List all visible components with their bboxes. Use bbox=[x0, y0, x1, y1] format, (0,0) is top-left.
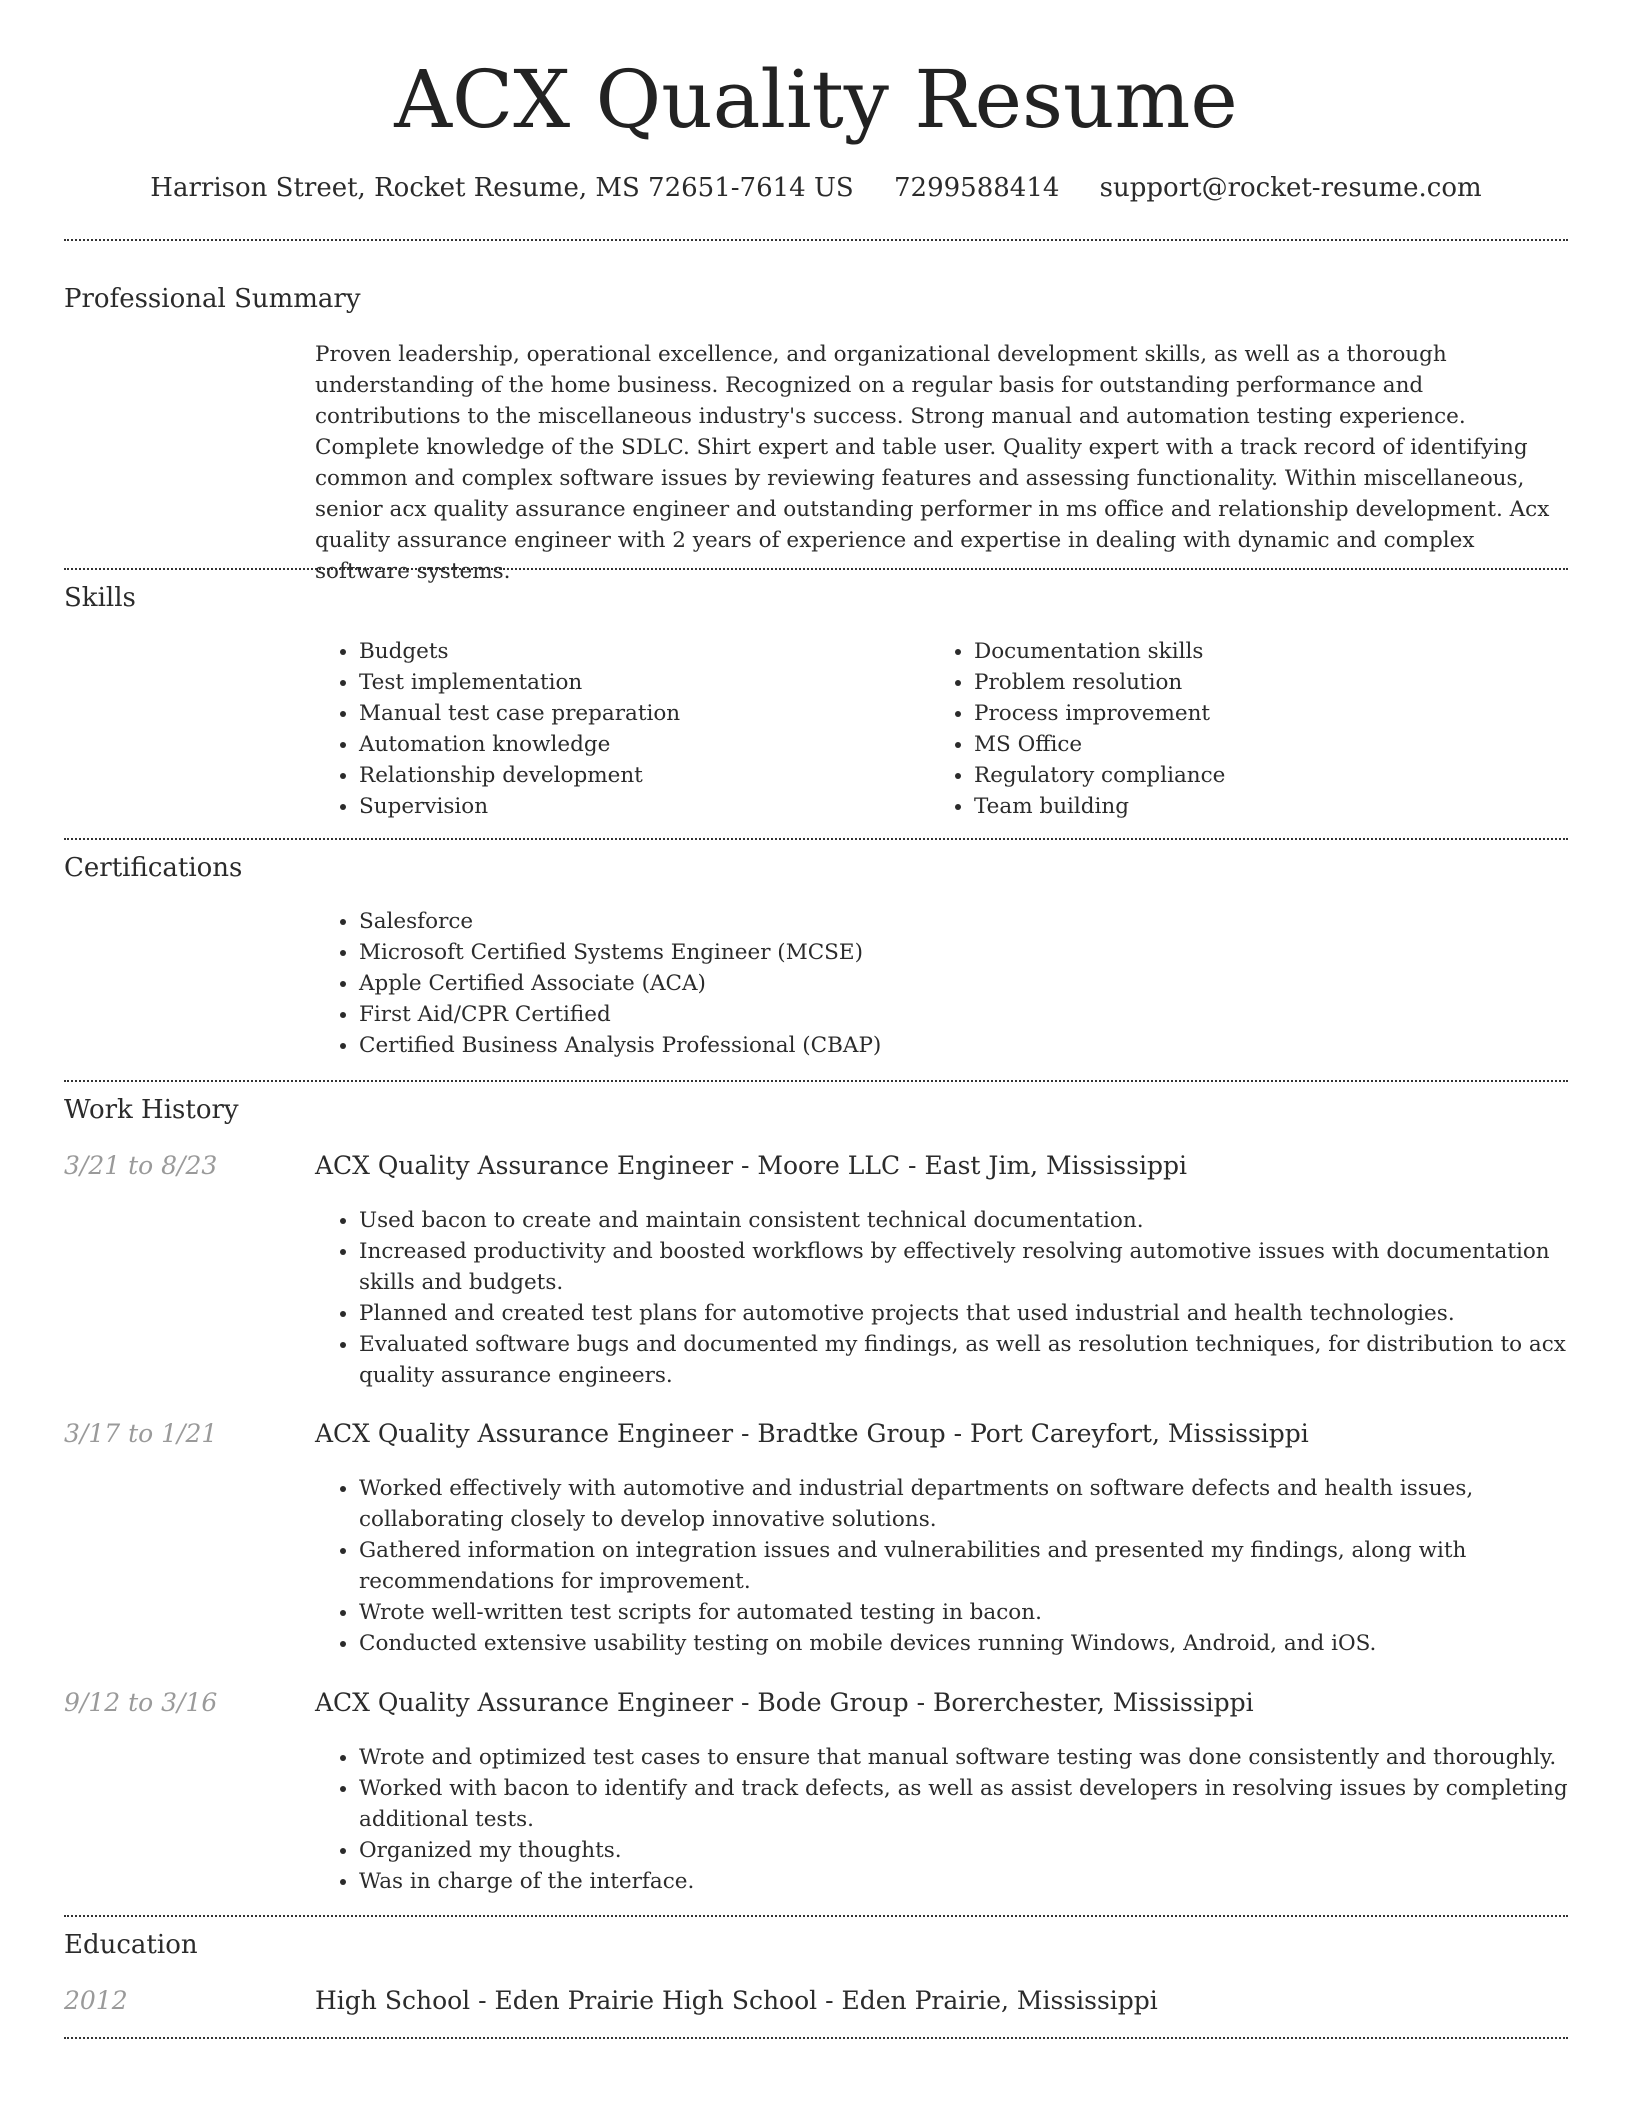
skills-list-left bbox=[315, 636, 919, 822]
section-divider bbox=[64, 1915, 1568, 1917]
responsibility-item: • Evaluated software bugs and documented my findings, as well as resolution techniques, for distribution to acx quality assurance engineers. bbox=[359, 1329, 1609, 1391]
skill-item: • Budgets bbox=[359, 636, 919, 667]
skill-item: • Relationship development bbox=[359, 760, 919, 791]
skill-item: • Supervision bbox=[359, 791, 919, 822]
skill-item: • MS Office bbox=[974, 729, 1574, 760]
skill-item: • Regulatory compliance bbox=[974, 760, 1574, 791]
section-divider bbox=[64, 568, 1568, 570]
certification-item: • Microsoft Certified Systems Engineer (MCSE) bbox=[359, 937, 1559, 968]
skill-item: • Team building bbox=[974, 791, 1574, 822]
resume-name: ACX Quality Resume bbox=[394, 53, 1238, 146]
education-year: 2012 bbox=[64, 1986, 128, 2015]
education-heading: Education bbox=[64, 1930, 198, 1960]
job-title: ACX Quality Assurance Engineer - Bode Group - Borerchester, Mississippi bbox=[315, 1688, 1254, 1717]
section-divider bbox=[64, 239, 1568, 241]
contact-line bbox=[0, 168, 1632, 208]
contact-phone: 7299588414 bbox=[893, 173, 1060, 203]
responsibility-item: • Conducted extensive usability testing on mobile devices running Windows, Android, and iOS. bbox=[359, 1628, 1609, 1659]
job-title: ACX Quality Assurance Engineer - Moore LLC - East Jim, Mississippi bbox=[315, 1151, 1187, 1180]
education-entry: High School - Eden Prairie High School - Eden Prairie, Mississippi bbox=[315, 1986, 1158, 2015]
certifications-list bbox=[315, 906, 1559, 1061]
responsibility-item: • Organized my thoughts. bbox=[359, 1835, 1609, 1866]
certifications-heading: Certifications bbox=[64, 853, 243, 883]
contact-email: support@rocket-resume.com bbox=[1099, 173, 1482, 203]
responsibility-item: • Wrote well-written test scripts for automated testing in bacon. bbox=[359, 1597, 1609, 1628]
skill-item: • Process improvement bbox=[974, 698, 1574, 729]
responsibility-item: • Was in charge of the interface. bbox=[359, 1866, 1609, 1897]
skill-item: • Manual test case preparation bbox=[359, 698, 919, 729]
job-dates: 9/12 to 3/16 bbox=[64, 1688, 218, 1717]
section-divider bbox=[64, 838, 1568, 840]
job-dates: 3/21 to 8/23 bbox=[64, 1151, 218, 1180]
job-responsibilities bbox=[315, 1473, 1609, 1659]
job-dates: 3/17 to 1/21 bbox=[64, 1419, 218, 1448]
certification-item: • Salesforce bbox=[359, 906, 1559, 937]
skills-heading: Skills bbox=[64, 583, 136, 613]
responsibility-item: • Worked effectively with automotive and industrial departments on software defects and health issues, collaborating closely to develop innovative solutions. bbox=[359, 1473, 1609, 1535]
summary-heading: Professional Summary bbox=[64, 284, 361, 314]
contact-address: Harrison Street, Rocket Resume, MS 72651-7614 US bbox=[150, 173, 854, 203]
responsibility-item: • Used bacon to create and maintain consistent technical documentation. bbox=[359, 1205, 1609, 1236]
certification-item: • Apple Certified Associate (ACA) bbox=[359, 968, 1559, 999]
job-responsibilities bbox=[315, 1742, 1609, 1897]
certification-item: • Certified Business Analysis Professional (CBAP) bbox=[359, 1030, 1559, 1061]
responsibility-item: • Increased productivity and boosted workflows by effectively resolving automotive issues with documentation skills and budgets. bbox=[359, 1236, 1609, 1298]
work-history-heading: Work History bbox=[64, 1095, 239, 1125]
job-title: ACX Quality Assurance Engineer - Bradtke Group - Port Careyfort, Mississippi bbox=[315, 1419, 1309, 1448]
section-divider bbox=[64, 1080, 1568, 1082]
skill-item: • Documentation skills bbox=[974, 636, 1574, 667]
responsibility-item: • Gathered information on integration issues and vulnerabilities and presented my findings, along with recommendations for improvement. bbox=[359, 1535, 1609, 1597]
skill-item: • Problem resolution bbox=[974, 667, 1574, 698]
responsibility-item: • Wrote and optimized test cases to ensure that manual software testing was done consistently and thoroughly. bbox=[359, 1742, 1609, 1773]
responsibility-item: • Worked with bacon to identify and track defects, as well as assist developers in resolving issues by completing additional tests. bbox=[359, 1773, 1609, 1835]
job-responsibilities bbox=[315, 1205, 1609, 1391]
skills-list-right bbox=[930, 636, 1574, 822]
skill-item: • Automation knowledge bbox=[359, 729, 919, 760]
responsibility-item: • Planned and created test plans for automotive projects that used industrial and health technologies. bbox=[359, 1298, 1609, 1329]
summary-text: Proven leadership, operational excellence, and organizational development skills, as well as a thorough understanding of the home business. Recognized on a regular basis for outstanding performance and contributions to the miscellaneous industry's success. Strong manual and automation testing experience. Complete knowledge of the SDLC. Shirt expert and table user. Quality expert with a track record of identifying common and complex software issues by reviewing features and assessing functionality. Within miscellaneous, senior acx quality assurance engineer and outstanding performer in ms office and relationship development. Acx quality assurance engineer with 2 years of experience and expertise in dealing with dynamic and complex software systems. bbox=[315, 342, 1550, 584]
skill-item: • Test implementation bbox=[359, 667, 919, 698]
section-divider bbox=[64, 2037, 1568, 2039]
certification-item: • First Aid/CPR Certified bbox=[359, 999, 1559, 1030]
